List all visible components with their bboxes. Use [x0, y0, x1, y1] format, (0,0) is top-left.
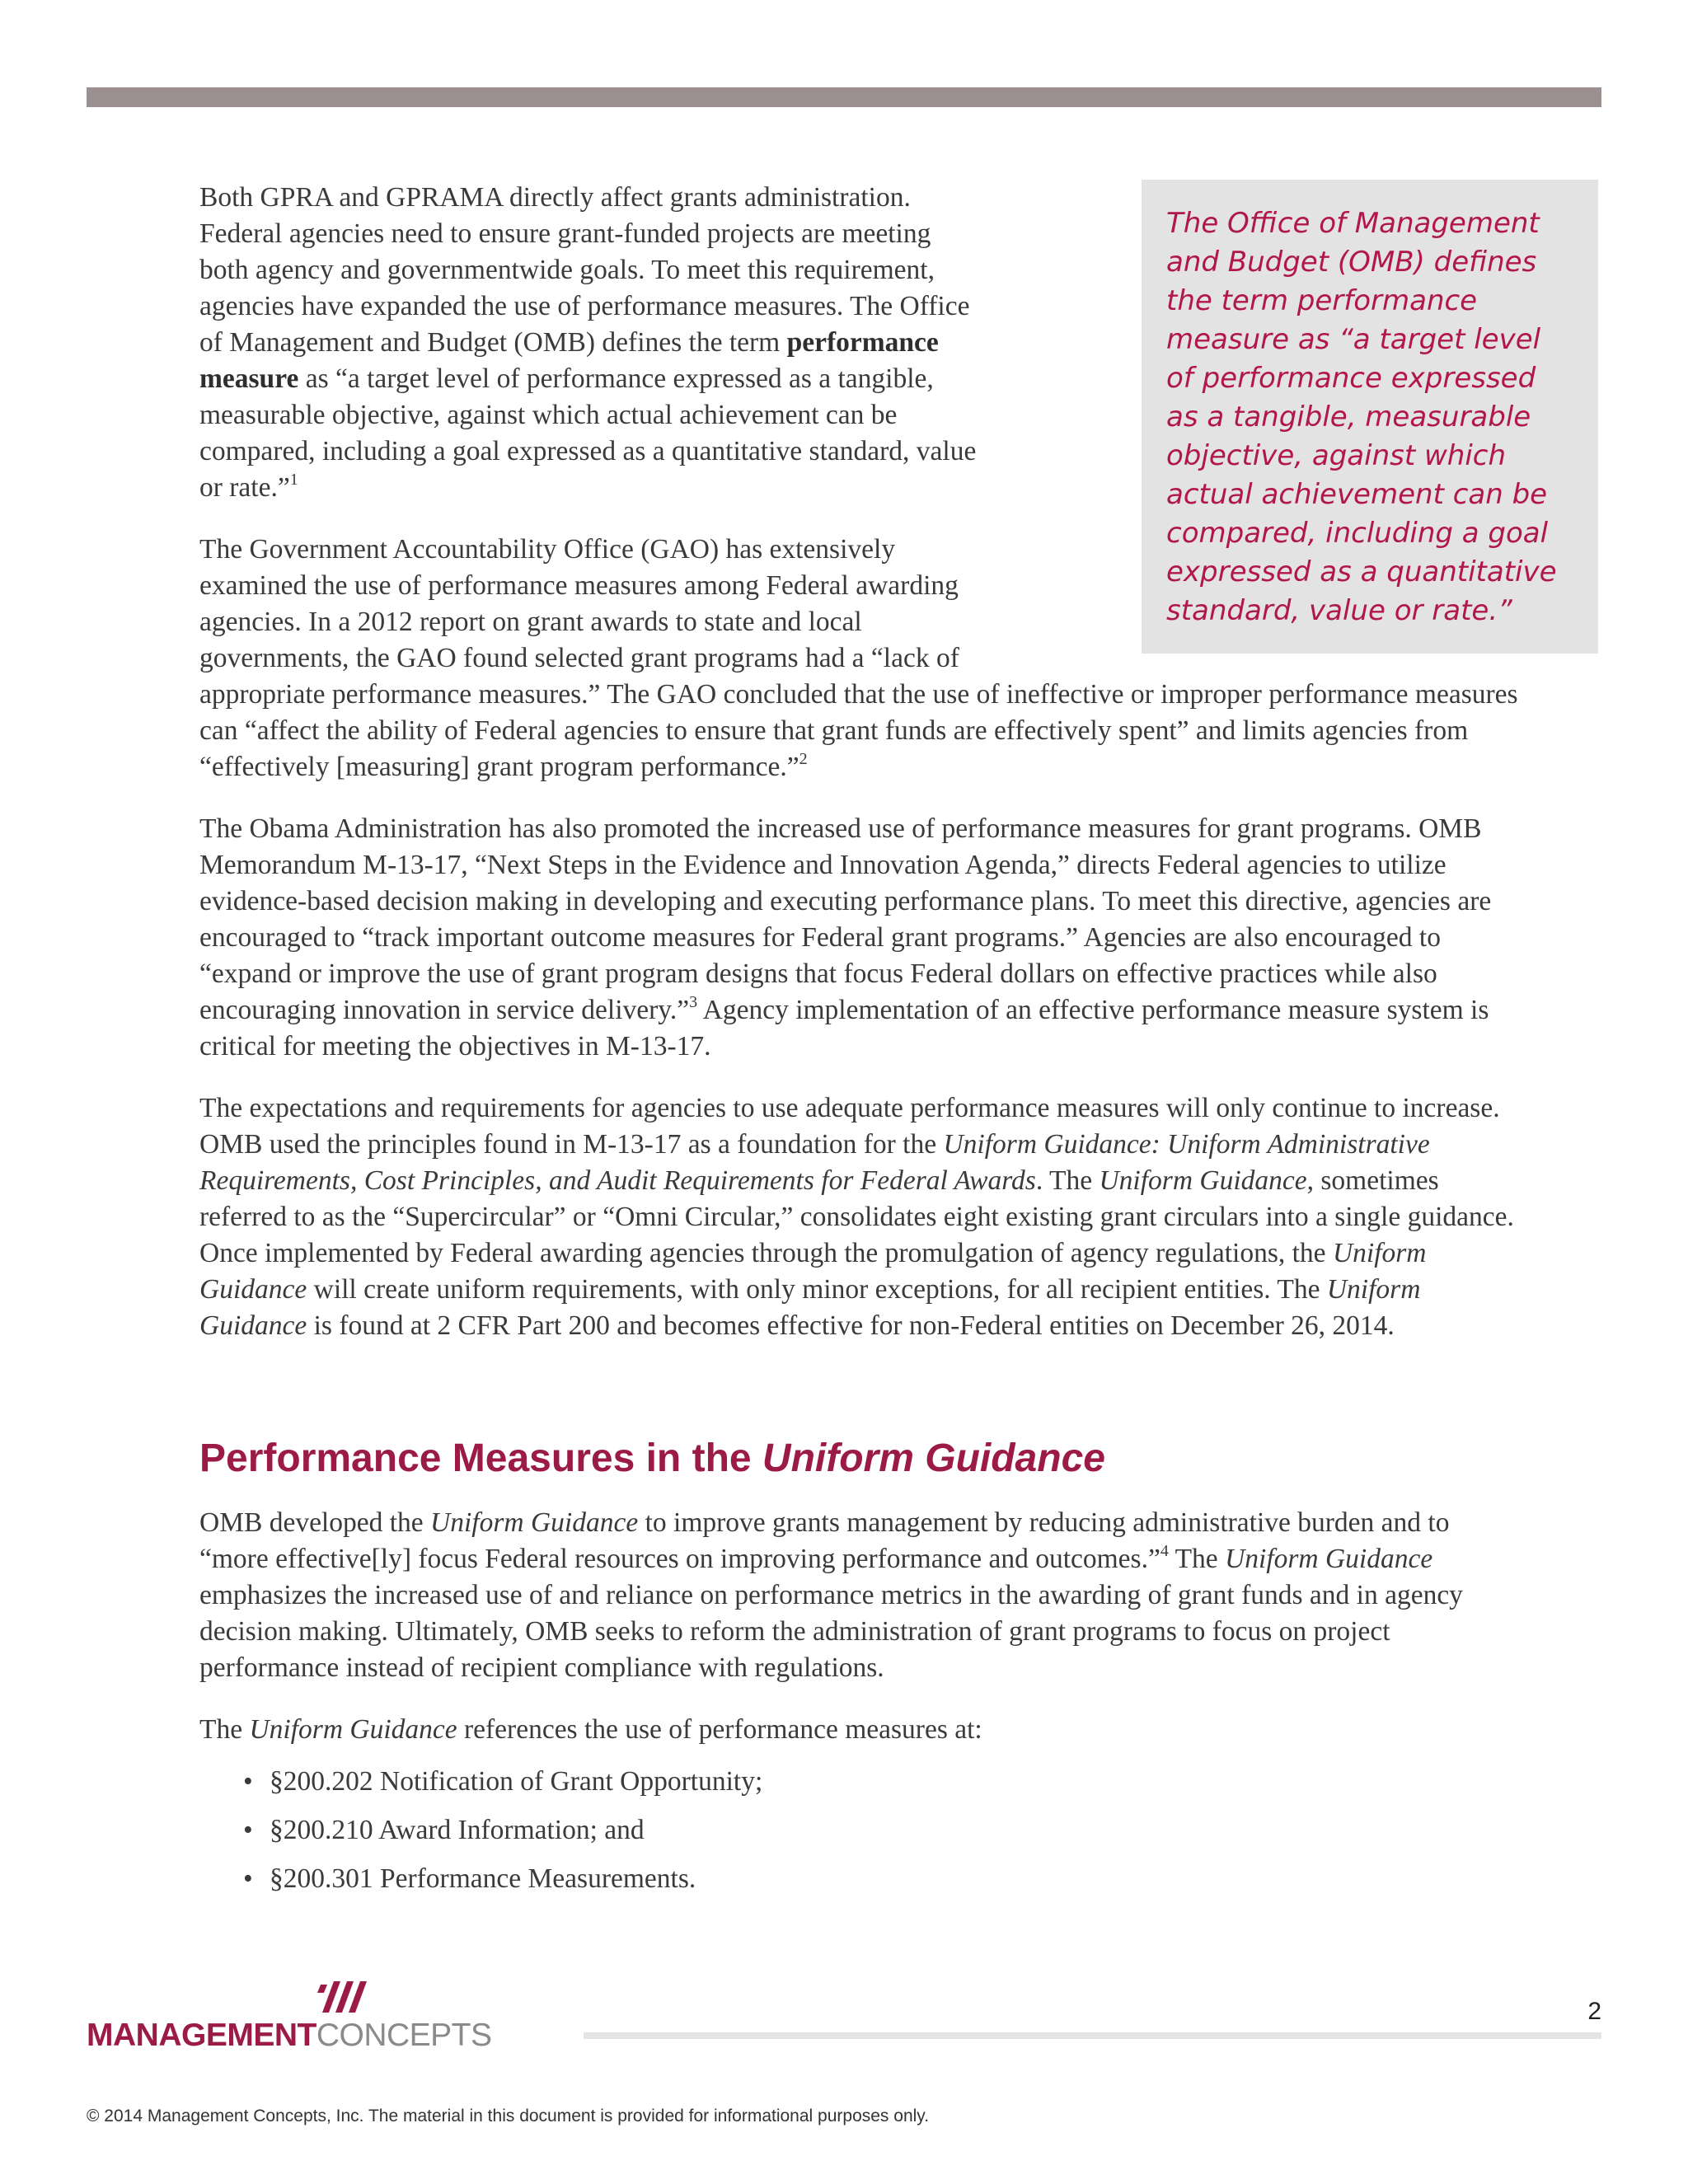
paragraph-omb-developed: OMB developed the Uniform Guidance to improve grants management by reducing administrative burden and to “more effective[ly] focus Federal resources on improving performance and outcomes.”$^4$ The Uniform Guidance emphasizes the increased use of and reliance on performance metrics in the awarding of grant funds and in agency decision making. Ultimately, OMB seeks to reform the administration of grant programs to focus on project performance instead of recipient compliance with regulations.	[199, 1507, 1463, 1683]
footnote-ref: 3	[689, 993, 698, 1011]
bullet-icon: •	[243, 1766, 253, 1797]
paragraph-obama-administration: The Obama Administration has also promoted the increased use of performance measures for grant programs. OMB Memorandum M-13-17, “Next Steps in the Evidence and Innovation Agenda,” directs Federal agencies to utilize evidence-based decision making in developing and executing performance plans. To meet this directive, agencies are encouraged to “track important outcome measures for Federal grant programs.” Agencies are also encouraged to “expand or improve the use of grant program designs that focus Federal dollars on effective practices while also encouraging innovation in service delivery.”$^3$ Agency implementation of an effective performance measure system is critical for meeting the objectives in M-13-17.	[199, 813, 1492, 1062]
paragraph-gao: The Government Accountability Office (GAO) has extensively examined the use of performance measures among Federal awarding agencies. In a 2012 report on grant awards to state and local governments, the GAO found selected grant programs had a “lack of appropriate performance measures.” The GAO concluded that the use of ineffective or improper performance measures can “affect the ability of Federal agencies to ensure that grant funds are effectively spent” and limits agencies from “effectively [measuring] grant program performance.”$^2$	[199, 534, 1518, 782]
paragraph-references: The Uniform Guidance references the use of performance measures at:	[199, 1714, 982, 1745]
section-heading: Performance Measures in the Uniform Guidance	[199, 1436, 1105, 1480]
body-text	[199, 180, 1518, 1370]
paragraph-expectations: The expectations and requirements for agencies to use adequate performance measures will only continue to increase. OMB used the principles found in M-13-17 as a foundation for the Uniform Guidance: Uniform Administrative Requirements, Cost Principles, and Audit Requirements for Federal Awards. The Uniform Guidance, sometimes referred to as the “Supercircular” or “Omni Circular,” consolidates eight existing grant circulars into a single guidance. Once implemented by Federal awarding agencies through the promulgation of agency regulations, the Uniform Guidance will create uniform requirements, with only minor exceptions, for all recipient entities. The Uniform Guidance is found at 2 CFR Part 200 and becomes effective for non-Federal entities on December 26, 2014.	[199, 1093, 1514, 1341]
list-item: • §200.202 Notification of Grant Opportunity;	[243, 1764, 1518, 1800]
bullet-icon: •	[243, 1815, 253, 1845]
bullet-icon: •	[243, 1863, 253, 1894]
logo-wordmark: MANAGEMENTCONCEPTS	[87, 2018, 492, 2053]
list-item: • §200.210 Award Information; and	[243, 1812, 1518, 1849]
footnote-ref: 4	[1160, 1542, 1169, 1560]
logo-stripes-icon	[316, 1980, 367, 2013]
footnote-ref: 2	[799, 750, 808, 768]
page-number: 2	[1587, 1998, 1601, 2025]
callout-spacer	[982, 180, 1518, 645]
copyright-notice: © 2014 Management Concepts, Inc. The material in this document is provided for informational purposes only.	[87, 2107, 930, 2125]
term-performance-measure: performance measure	[199, 327, 939, 394]
header-bar	[87, 87, 1601, 107]
footnote-ref: 1	[289, 471, 298, 489]
paragraph-gpra: Both GPRA and GPRAMA directly affect grants administration. Federal agencies need to ensure grant-funded projects are meeting both agency and governmentwide goals. To meet this requirement, agencies have expanded the use of performance measures. The Office of Management and Budget (OMB) defines the term performance measure as “a target level of performance expressed as a tangible, measurable objective, against which actual achievement can be compared, including a goal expressed as a quantitative standard, value or rate.”$^1$	[199, 182, 977, 503]
list-item: • §200.301 Performance Measurements.	[243, 1861, 1518, 1897]
pull-quote-text: The Office of Management and Budget (OMB) defines the term performance measure as “a target level of performance expressed as a tangible, measurable objective, against which actual achievement can be compared, including a goal expressed as a quantitative standard, value or rate.”	[1166, 207, 1557, 627]
company-logo	[87, 1980, 548, 2054]
section-body	[199, 1505, 1518, 1910]
footer-divider	[584, 2032, 1601, 2039]
bullet-list	[243, 1764, 1518, 1897]
